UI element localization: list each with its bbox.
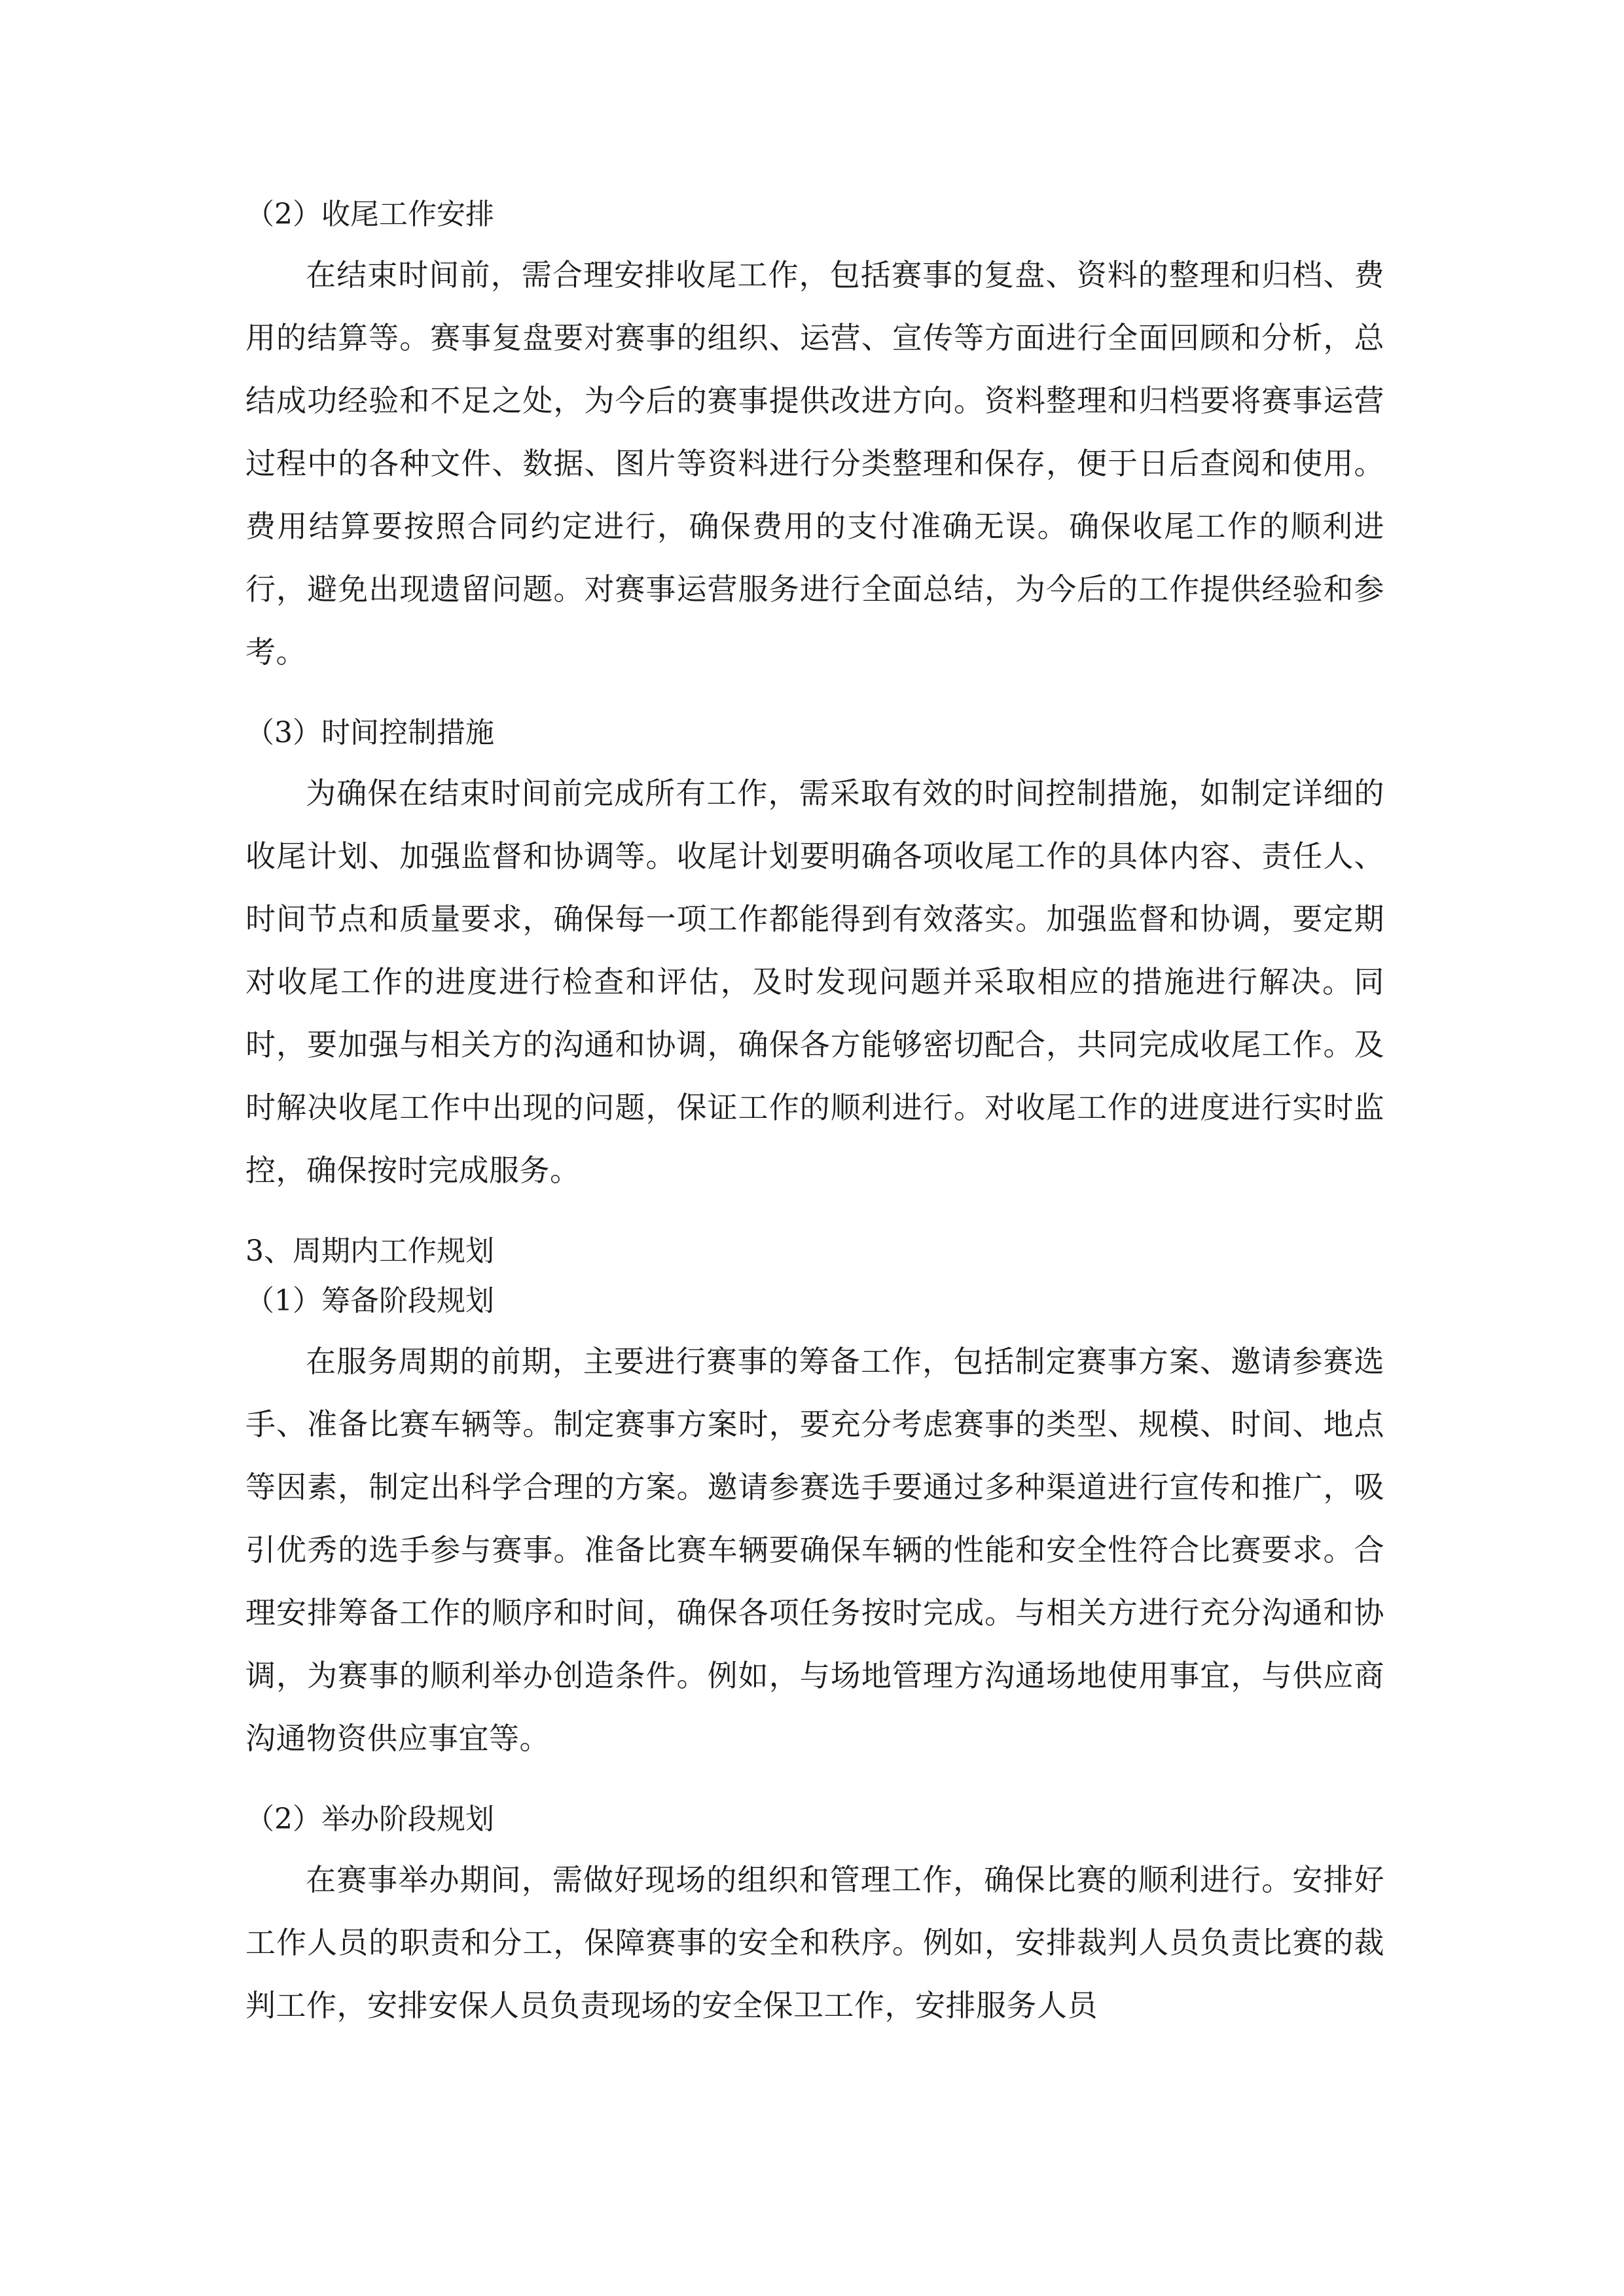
paragraph-hosting-stage: 在赛事举办期间，需做好现场的组织和管理工作，确保比赛的顺利进行。安排好工作人员的职责和分工，保障赛事的安全和秩序。例如，安排裁判人员负责比赛的裁判工作，安排安保人员负责现场的安全保卫工作，安排服务人员 — [245, 1862, 1384, 2023]
document-body — [245, 191, 1384, 2037]
section-heading-hosting-stage: （2）举办阶段规划 — [245, 1803, 494, 1836]
paragraph-preparation-stage: 在服务周期的前期，主要进行赛事的筹备工作，包括制定赛事方案、邀请参赛选手、准备比赛车辆等。制定赛事方案时，要充分考虑赛事的类型、规模、时间、地点等因素，制定出科学合理的方案。邀请参赛选手要通过多种渠道进行宣传和推广，吸引优秀的选手参与赛事。准备比赛车辆要确保车辆的性能和安全性符合比赛要求。合理安排筹备工作的顺序和时间，确保各项任务按时完成。与相关方进行充分沟通和协调，为赛事的顺利举办创造条件。例如，与场地管理方沟通场地使用事宜，与供应商沟通物资供应事宜等。 — [245, 1344, 1384, 1756]
section-heading-cycle-planning: 3、周期内工作规划 — [245, 1234, 494, 1268]
section-heading-closing-arrangements: （2）收尾工作安排 — [245, 198, 494, 231]
paragraph-closing-arrangements: 在结束时间前，需合理安排收尾工作，包括赛事的复盘、资料的整理和归档、费用的结算等。赛事复盘要对赛事的组织、运营、宣传等方面进行全面回顾和分析，总结成功经验和不足之处，为今后的赛事提供改进方向。资料整理和归档要将赛事运营过程中的各种文件、数据、图片等资料进行分类整理和保存，便于日后查阅和使用。费用结算要按照合同约定进行，确保费用的支付准确无误。确保收尾工作的顺利进行，避免出现遗留问题。对赛事运营服务进行全面总结，为今后的工作提供经验和参考。 — [245, 257, 1384, 670]
paragraph-time-control: 为确保在结束时间前完成所有工作，需采取有效的时间控制措施，如制定详细的收尾计划、加强监督和协调等。收尾计划要明确各项收尾工作的具体内容、责任人、时间节点和质量要求，确保每一项工作都能得到有效落实。加强监督和协调，要定期对收尾工作的进度进行检查和评估，及时发现问题并采取相应的措施进行解决。同时，要加强与相关方的沟通和协调，确保各方能够密切配合，共同完成收尾工作。及时解决收尾工作中出现的问题，保证工作的顺利进行。对收尾工作的进度进行实时监控，确保按时完成服务。 — [245, 776, 1384, 1188]
section-heading-preparation-stage: （1）筹备阶段规划 — [245, 1284, 494, 1318]
section-heading-time-control: （3）时间控制措施 — [245, 716, 494, 749]
